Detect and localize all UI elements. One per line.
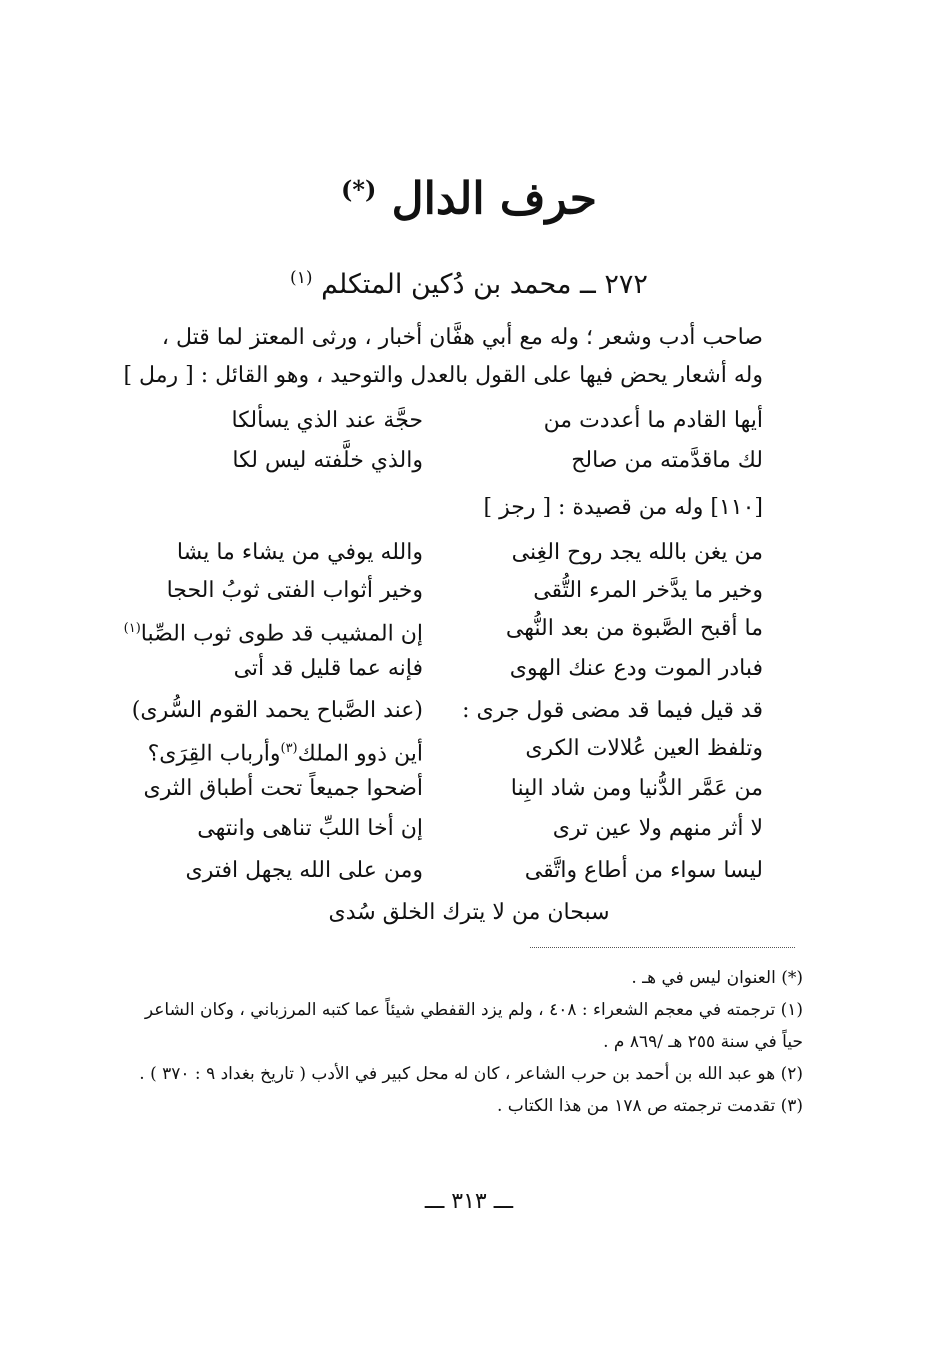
poem2-verse-3-second-hemistich	[124, 610, 423, 653]
poem1-verse-1-second-hemistich: حجَّة عند الذي يسألكا	[231, 408, 423, 433]
poem2-verse-5-second-hemistich: (عند الصَّباح يحمد القوم السُّرى)	[131, 698, 423, 723]
poem1-verse-1-first-hemistich: أيها القادم ما أعددت من	[543, 408, 763, 433]
poem2-verse-2-second-hemistich: وخير أثواب الفتى ثوبُ الحجا	[166, 578, 423, 603]
footnote-1: (١) ترجمته في معجم الشعراء : ٤٠٨ ، ولم يزد القفطي شيئاً عما كتبه المرزباني ، وكان الشاعر حياً في سنة ٢٥٥ هـ /٨٦٩ م .	[144, 1000, 803, 1052]
chapter-title	[0, 160, 938, 230]
poem2-verse-5-first-hemistich: قد قيل فيما قد مضى قول جرى :	[462, 698, 763, 723]
poem2-verse-6-second-text: أين ذوو الملك	[297, 741, 423, 767]
footnote-divider	[530, 947, 795, 948]
prose-line-1: صاحب أدب وشعر ؛ وله مع أبي هفَّان أخبار ، ورثى المعتز لما قتل ،	[161, 325, 763, 350]
chapter-title-text: حرف الدال	[391, 173, 597, 225]
poem2-verse-1-first-hemistich: من يغن بالله يجد روح الغِنى	[511, 540, 763, 565]
poem2-verse-3-second-text: إن المشيب قد طوى ثوب الصِّبا	[140, 621, 423, 647]
poem2-last-line: سبحان من لا يترك الخلق سُدى	[328, 900, 610, 925]
poem2-verse-5	[131, 692, 763, 730]
poem2-verse-3-first-hemistich: ما أقبح الصَّبوة من بعد النُّهى	[505, 616, 763, 641]
poem2-verse-3	[123, 610, 763, 648]
poem2-intro: [١١٠] وله من قصيدة : [ رجز ]	[483, 495, 763, 520]
poem1-verse-2	[153, 442, 763, 480]
poem2-verse-9-first-hemistich: ليسا سواء من أطاع واتَّقى	[524, 858, 763, 883]
poem2-verse-8-second-hemistich: إن أخا اللبِّ تناهى وانتهى	[197, 816, 423, 841]
poem2-verse-4	[153, 650, 763, 688]
poem2-verse-7	[143, 770, 763, 808]
footnote-title-note: (*) العنوان ليس في هـ .	[631, 968, 803, 988]
page-number: ـــ ٣١٣ ـــ	[424, 1189, 514, 1214]
poem2-verse-6-first-hemistich: وتلفظ العين عُلالات الكرى	[525, 736, 763, 761]
poem2-verse-7-first-hemistich: من عَمَّر الدُّنيا ومن شاد البِنا	[510, 776, 763, 801]
footnote-2: (٢) هو عبد الله بن أحمد بن حرب الشاعر ، كان له محل كبير في الأدب ( تاريخ بغداد ٩ : ٣٧٠ ) .	[139, 1064, 803, 1084]
entry-heading-note-ref: (١)	[290, 268, 313, 288]
poem2-verse-4-second-hemistich: فإنه عما قليل قد أتى	[233, 656, 423, 681]
poem2-verse-4-first-hemistich: فبادر الموت ودع عنك الهوى	[509, 656, 763, 681]
poem1-verse-2-second-hemistich: والذي خلَّفته ليس لكا	[232, 448, 423, 473]
poem2-verse-6-note-ref: (٣)	[280, 741, 298, 756]
poem2-verse-2	[153, 572, 763, 610]
poem2-verse-2-first-hemistich: وخير ما يدَّخر المرء التُّقى	[533, 578, 763, 603]
poem2-verse-1	[153, 534, 763, 572]
poem2-verse-8-first-hemistich: لا أثر منهم ولا عين ترى	[552, 816, 763, 841]
poem2-verse-6	[147, 730, 763, 768]
poem2-verse-1-second-hemistich: والله يوفي من يشاء ما يشا	[176, 540, 423, 565]
entry-heading	[0, 258, 938, 305]
chapter-title-marker: (*)	[341, 175, 377, 204]
footnotes	[123, 962, 803, 1122]
prose-line-2: وله أشعار يحض فيها على القول بالعدل والتوحيد ، وهو القائل : [ رمل ]	[123, 363, 763, 388]
poem2-verse-6-second-tail: وأرباب القِرَى؟	[147, 741, 281, 767]
poem2-verse-6-second-hemistich	[148, 730, 423, 773]
poem1-verse-2-first-hemistich: لك ماقدَّمته من صالح	[571, 448, 763, 473]
entry-heading-text: ٢٧٢ ــ محمد بن دُكين المتكلم	[321, 269, 648, 300]
poem1-verse-1	[153, 402, 763, 440]
poem2-verse-8	[153, 810, 763, 848]
poem2-verse-9	[153, 852, 763, 890]
footnote-3: (٣) تقدمت ترجمته ص ١٧٨ من هذا الكتاب .	[496, 1096, 803, 1116]
poem2-verse-3-note-ref: (١)	[123, 621, 141, 636]
poem2-verse-7-second-hemistich: أضحوا جميعاً تحت أطباق الثرى	[143, 776, 423, 801]
poem2-verse-9-second-hemistich: ومن على الله يجهل افترى	[185, 858, 423, 883]
